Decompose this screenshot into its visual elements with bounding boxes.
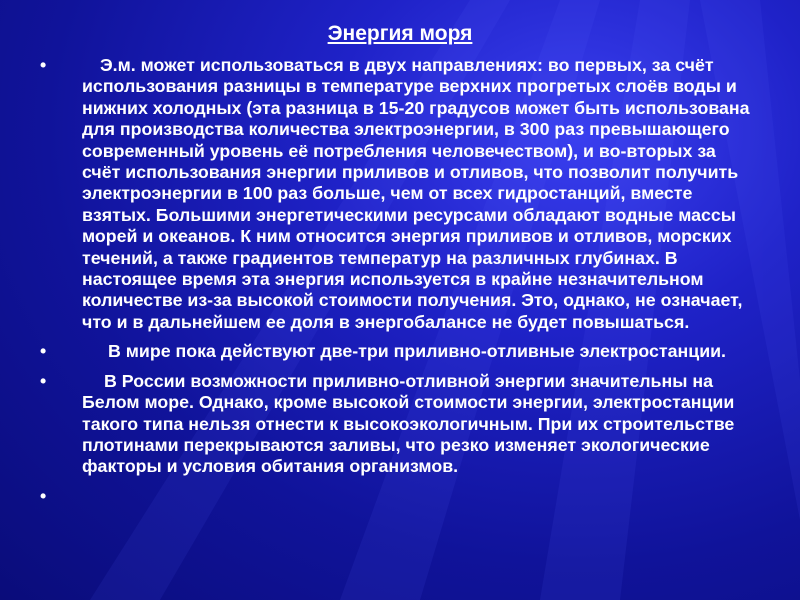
bullet-icon: • <box>40 341 47 362</box>
list-item-text: Э.м. может использоваться в двух направлениях: во первых, за счёт использования разницы в температуре верхних прогретых слоёв воды и нижних холодных (эта разница в 15-20 градусов может быть использована для производства количества электроэнергии, в 300 раз превышающего современный уровень её потребления человечеством), и во-вторых за счёт использования энергии приливов и отливов, что позволит получить электроэнергии в 100 раз больше, чем от всех гидростанций, вместе взятых. Большими энергетическими ресурсами обладают водные массы морей и океанов. К ним относится энергия приливов и отливов, морских течений, а также градиентов температур на различных глубинах. В настоящее время эта энергия используется в крайне незначительном количестве из-за высокой стоимости получения. Это, однако, не означает, что и в дальнейшем ее доля в энергобалансе не будет повышаться. <box>82 55 750 332</box>
list-item <box>40 371 755 478</box>
list-item-text: В мире пока действуют две-три приливно-отливные электростанции. <box>108 341 726 362</box>
list-item <box>40 55 755 333</box>
list-item <box>40 341 755 362</box>
list-item-text: В России возможности приливно-отливной энергии значительны на Белом море. Однако, кроме высокой стоимости энергии, электростанции такого типа нельзя отнести к высокоэкологичным. При их строительстве плотинами перекрываются заливы, что резко изменяет экологические факторы и условия обитания организмов. <box>82 370 735 477</box>
slide-title: Энергия моря <box>327 22 473 45</box>
bullet-list <box>40 55 755 506</box>
bullet-icon: • <box>40 55 47 75</box>
bullet-icon: • <box>40 485 47 506</box>
bullet-icon: • <box>40 370 47 391</box>
